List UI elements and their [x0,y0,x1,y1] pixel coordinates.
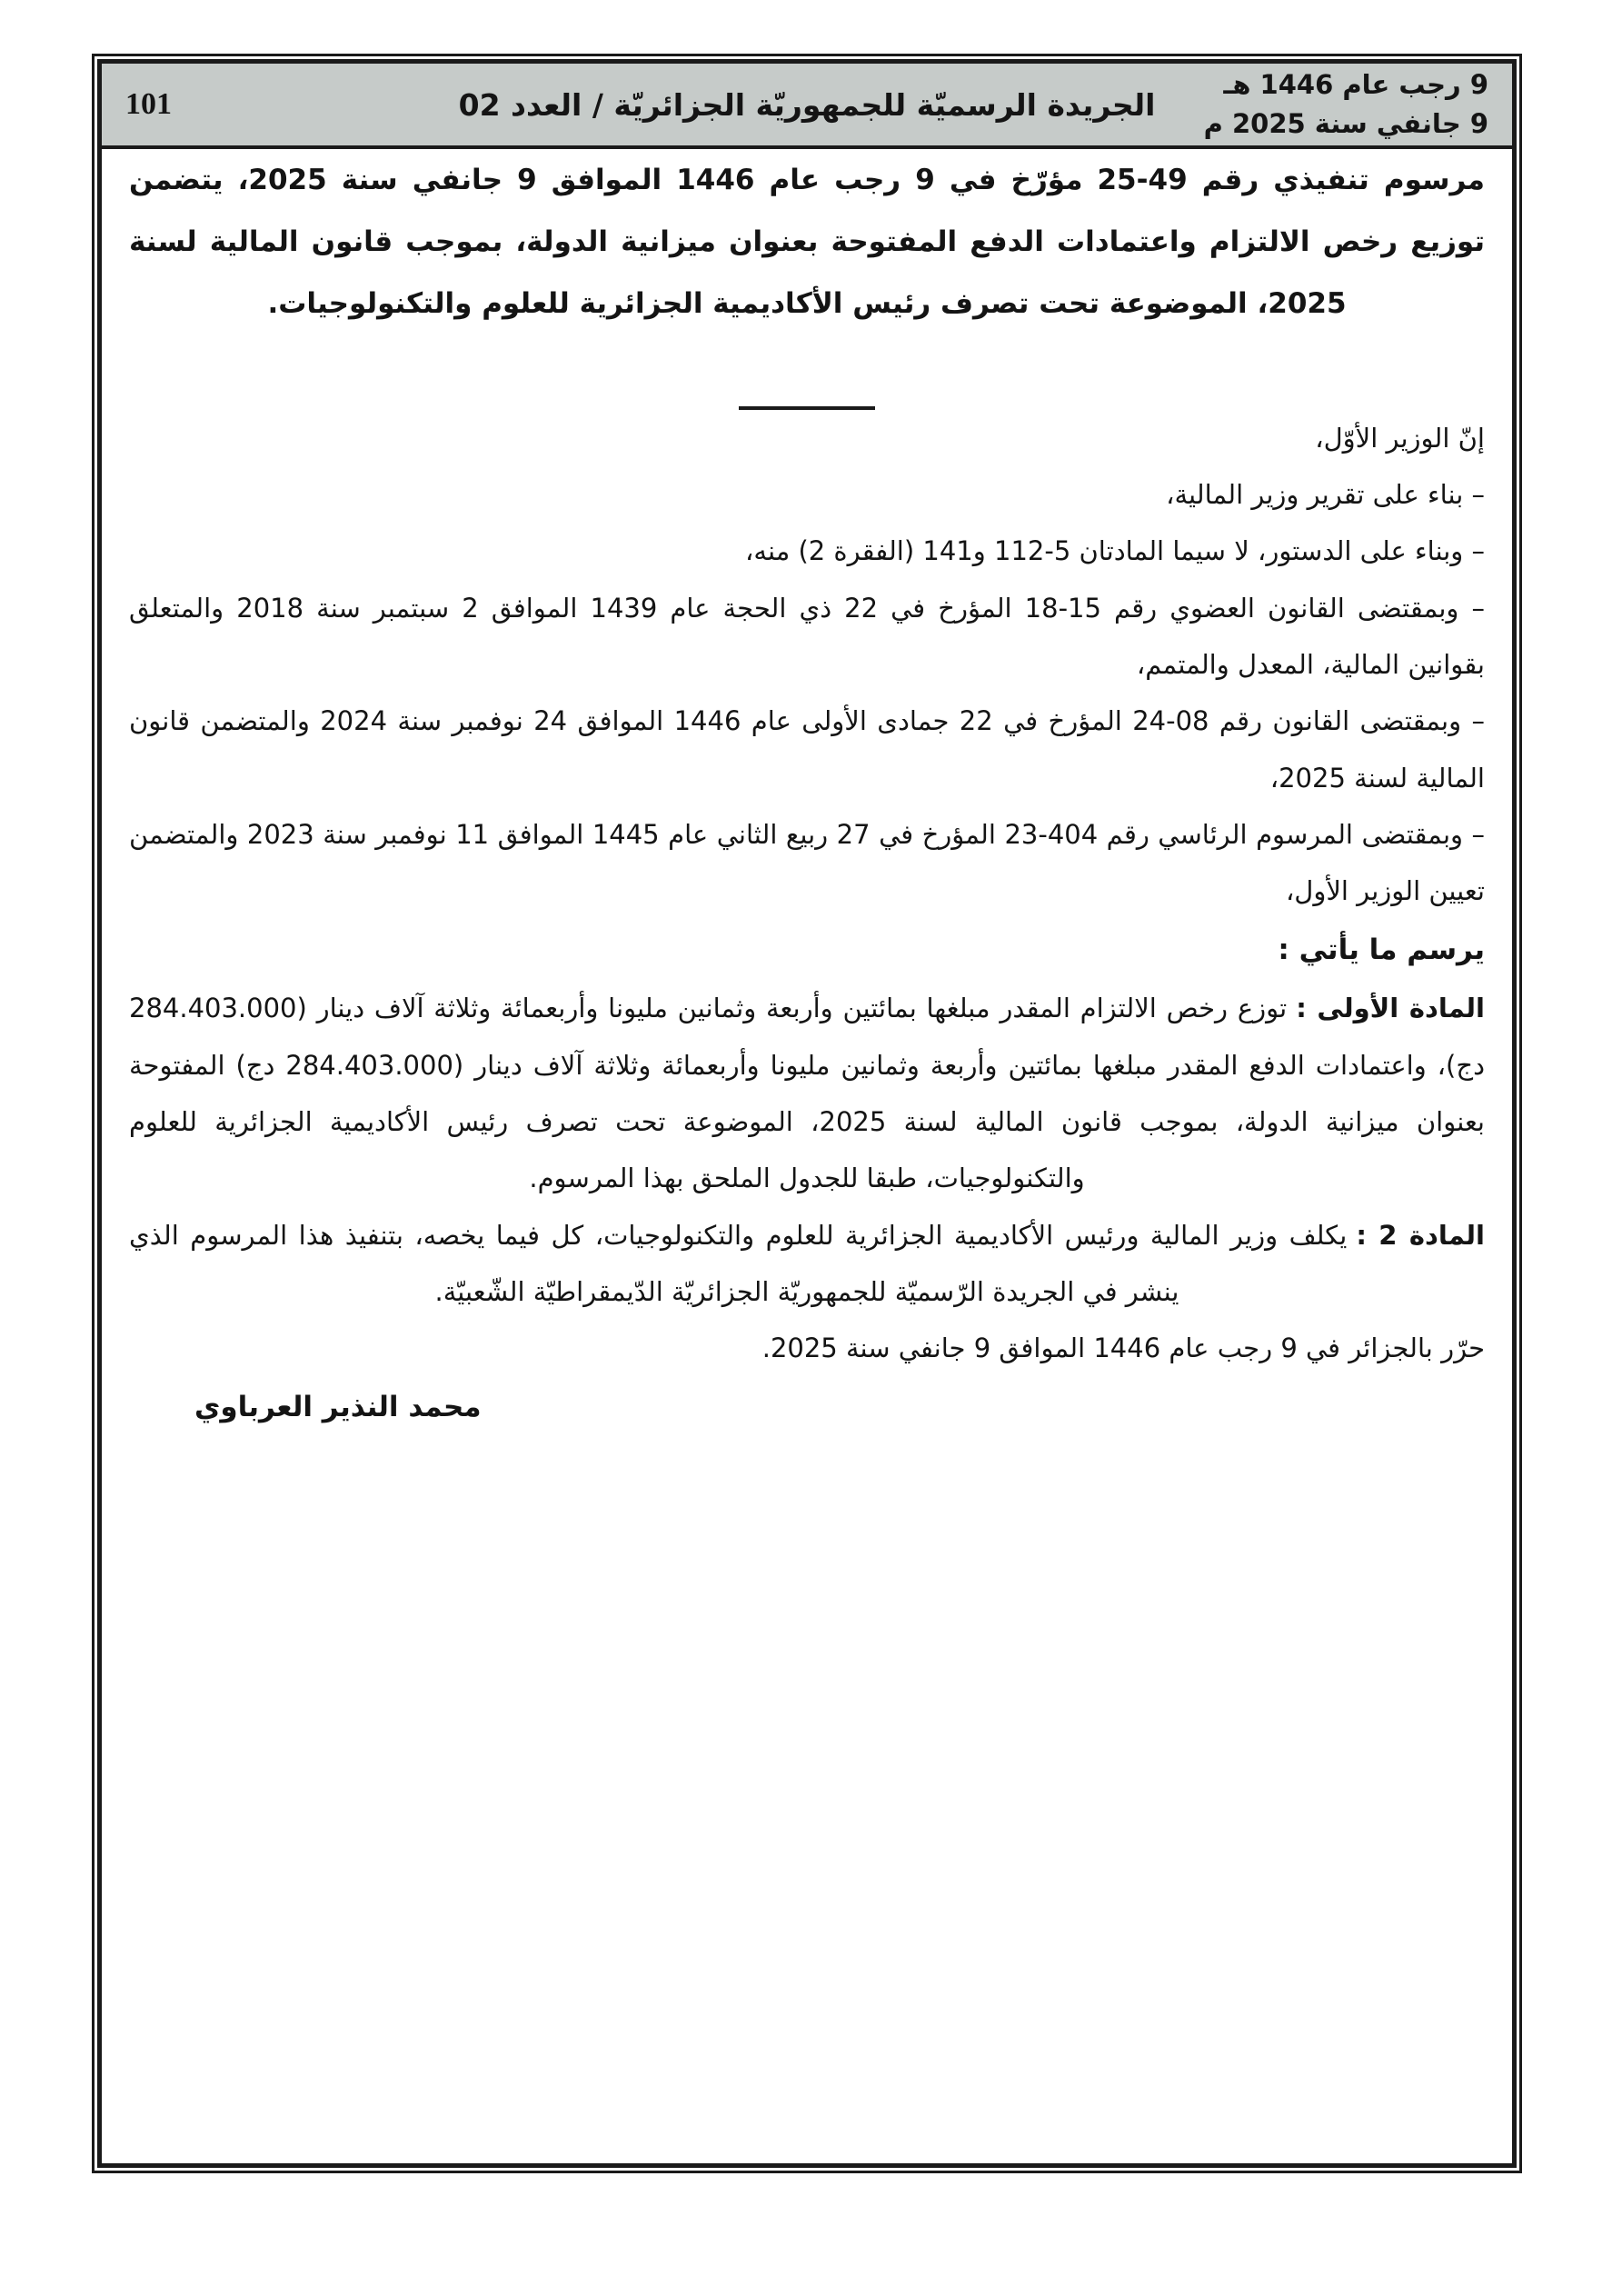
article-1 [129,980,1485,1206]
journal-title: الجريدة الرسميّة للجمهوريّة الجزائريّة / العدد 02 [458,86,1156,123]
page-frame-inner [97,59,1517,2168]
decree-title: مرسوم تنفيذي رقم 49-25 مؤرّخ في 9 رجب عام 1446 الموافق 9 جانفي سنة 2025، يتضمن توزيع رخص الالتزام واعتمادات الدفع المفتوحة بعنوان ميزانية الدولة، بموجب قانون المالية لسنة 2025، الموضوعة تحت تصرف رئيس الأكاديمية الجزائرية للعلوم والتكنولوجيات. [129,164,1486,321]
preamble: إنّ الوزير الأوّل، [1315,422,1485,454]
page-number: 101 [125,87,172,121]
article-1-label: المادة الأولى : [1296,993,1485,1024]
decree-body [102,149,1512,2163]
gregorian-date: 9 جانفي سنة 2025 م [1203,108,1488,139]
article-2-label: المادة 2 : [1356,1219,1485,1251]
page-frame [92,54,1522,2173]
issued-line: حرّر بالجزائر في 9 رجب عام 1446 الموافق 9 جانفي سنة 2025. [761,1333,1485,1364]
hijri-date: 9 رجب عام 1446 هـ [1223,68,1488,100]
masthead [102,64,1512,149]
signature-name: محمد النذير العرباوي [194,1390,482,1423]
article-2-text: يكلف وزير المالية ورئيس الأكاديمية الجزائرية للعلوم والتكنولوجيات، كل فيما يخصه، بتنفيذ هذا المرسوم الذي ينشر في الجريدة الرّسميّة للجمهوريّة الجزائريّة الدّيمقراطيّة الشّعبيّة. [129,1219,1348,1308]
consideration-presidential-decree: – وبمقتضى المرسوم الرئاسي رقم 404-23 المؤرخ في 27 ربيع الثاني عام 1445 الموافق 11 نوفمبر سنة 2023 والمتضمن تعيين الوزير الأول، [129,818,1486,907]
consideration-constitution: – وبناء على الدستور، لا سيما المادتان 5-112 و141 (الفقرة 2) منه، [745,535,1485,567]
consideration-organic-law: – وبمقتضى القانون العضوي رقم 15-18 المؤرخ في 22 ذي الحجة عام 1439 الموافق 2 سبتمبر سنة 2018 والمتعلق بقوانين المالية، المعدل والمتمم، [129,592,1485,680]
article-2 [129,1207,1485,1321]
enactment-formula: يرسم ما يأتي : [1278,933,1485,966]
consideration-report: – بناء على تقرير وزير المالية، [1166,478,1485,510]
consideration-finance-law: – وبمقتضى القانون رقم 08-24 المؤرخ في 22 جمادى الأولى عام 1446 الموافق 24 نوفمبر سنة 2024 والمتضمن قانون المالية لسنة 2025، [129,705,1486,794]
article-1-text: توزع رخص الالتزام المقدر مبلغها بمائتين وأربعة وثمانين مليونا وأربعمائة وثلاثة آلاف دينار (284.403.000 دج)، واعتمادات الدفع المقدر مبلغها بمائتين وأربعة وثمانين مليونا وأربعمائة وثلاثة آلاف دينار (284.403.000 دج) المفتوحة بعنوان ميزانية الدولة، بموجب قانون المالية لسنة 2025، الموضوعة تحت تصرف رئيس الأكاديمية الجزائرية للعلوم والتكنولوجيات، طبقا للجدول الملحق بهذا المرسوم. [129,993,1486,1194]
masthead-dates [1203,65,1488,145]
